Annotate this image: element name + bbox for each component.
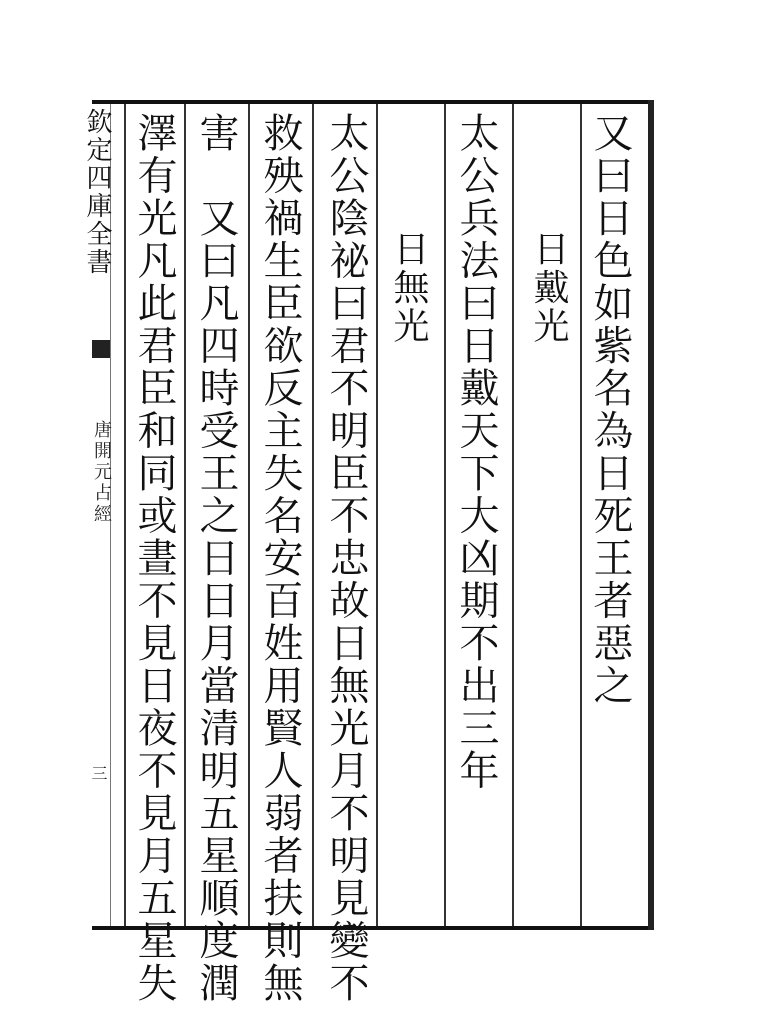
fishtail-mark (92, 340, 110, 358)
text-column-5: 太公陰祕曰君不明臣不忠故日無光月不明見變不 (323, 112, 369, 1005)
column-rule (444, 104, 446, 926)
frame-top-border (92, 100, 652, 104)
column-rule (312, 104, 314, 926)
column-rule (512, 104, 514, 926)
text-column-8: 澤有光凡此君臣和同或晝不見日夜不見月五星失 (131, 112, 177, 1005)
column-rule (184, 104, 186, 926)
frame-right-border (648, 100, 654, 930)
column-rule (376, 104, 378, 926)
column-rule (580, 104, 582, 926)
text-column-4-heading: 日無光 (388, 230, 429, 346)
text-column-6: 救殃禍生臣欲反主失名安百姓用賢人弱者扶則無 (257, 112, 303, 1005)
margin-book-subtitle: 唐開元占經 (91, 420, 112, 525)
column-rule (248, 104, 250, 926)
page-number: 三 (89, 765, 108, 781)
text-column-2-heading: 日戴光 (528, 230, 569, 346)
text-column-1: 又曰日色如紫名為日死王者惡之 (587, 112, 633, 707)
text-column-3: 太公兵法曰日戴天下大凶期不出三年 (453, 112, 499, 792)
text-column-7: 害 又曰凡四時受王之日日月當清明五星順度潤 (193, 112, 239, 1005)
column-rule (124, 104, 126, 926)
margin-book-title: 欽定四庫全書 (82, 108, 112, 276)
